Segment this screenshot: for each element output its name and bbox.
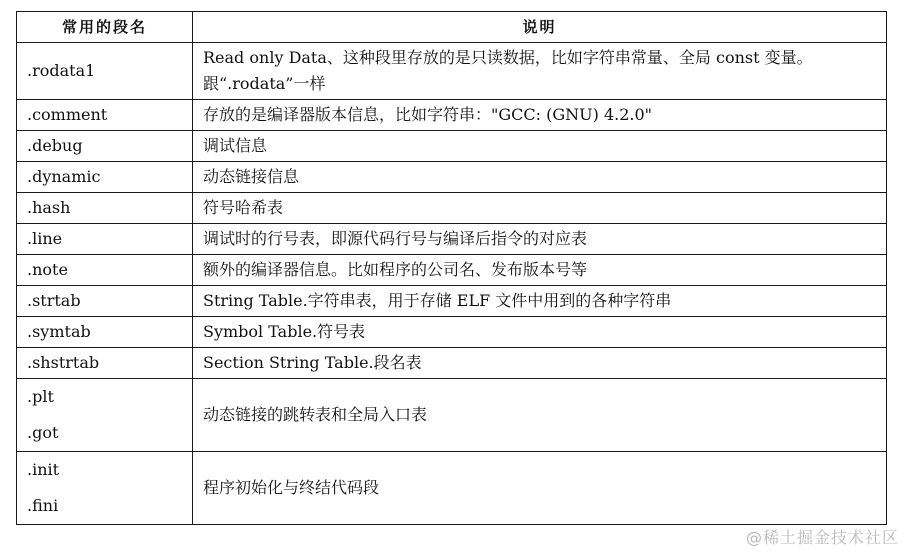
table-row [17, 379, 887, 452]
section-name: .got [27, 423, 59, 442]
table-row [17, 452, 887, 525]
section-name: .comment [17, 100, 193, 131]
section-name: .symtab [17, 317, 193, 348]
section-name-cell [17, 379, 193, 452]
section-description: 动态链接信息 [193, 162, 887, 193]
section-description: 调试时的行号表，即源代码行号与编译后指令的对应表 [193, 224, 887, 255]
section-description: Section String Table.段名表 [193, 348, 887, 379]
table-row [17, 43, 887, 100]
section-description: 调试信息 [193, 131, 887, 162]
section-description: 动态链接的跳转表和全局入口表 [193, 379, 887, 452]
section-description: 符号哈希表 [193, 193, 887, 224]
table-row [17, 131, 887, 162]
section-name: .strtab [17, 286, 193, 317]
watermark: @稀土掘金技术社区 [745, 528, 899, 547]
table-row [17, 100, 887, 131]
table-row [17, 286, 887, 317]
section-name: .plt [27, 387, 54, 406]
table-row [17, 224, 887, 255]
section-name: .note [17, 255, 193, 286]
table-header-row [17, 12, 887, 43]
header-section-name: 常用的段名 [17, 12, 193, 43]
section-table [16, 11, 887, 525]
table-row [17, 255, 887, 286]
section-description: 额外的编译器信息。比如程序的公司名、发布版本号等 [193, 255, 887, 286]
section-name: .fini [27, 496, 59, 515]
section-description: 程序初始化与终结代码段 [193, 452, 887, 525]
section-name: .debug [17, 131, 193, 162]
section-description: String Table.字符串表，用于存储 ELF 文件中用到的各种字符串 [193, 286, 887, 317]
table-row [17, 317, 887, 348]
table-row [17, 193, 887, 224]
section-name: .shstrtab [17, 348, 193, 379]
section-description: Read only Data、这种段里存放的是只读数据，比如字符串常量、全局 const 变量。跟“.rodata”一样 [193, 43, 887, 100]
section-description: Symbol Table.符号表 [193, 317, 887, 348]
section-name: .dynamic [17, 162, 193, 193]
section-name: .init [27, 460, 60, 479]
section-name: .rodata1 [17, 43, 193, 100]
section-name: .line [17, 224, 193, 255]
table-row [17, 348, 887, 379]
table-row [17, 162, 887, 193]
section-name: .hash [17, 193, 193, 224]
section-name-cell [17, 452, 193, 525]
header-description: 说明 [193, 12, 887, 43]
section-description: 存放的是编译器版本信息，比如字符串："GCC: (GNU) 4.2.0" [193, 100, 887, 131]
